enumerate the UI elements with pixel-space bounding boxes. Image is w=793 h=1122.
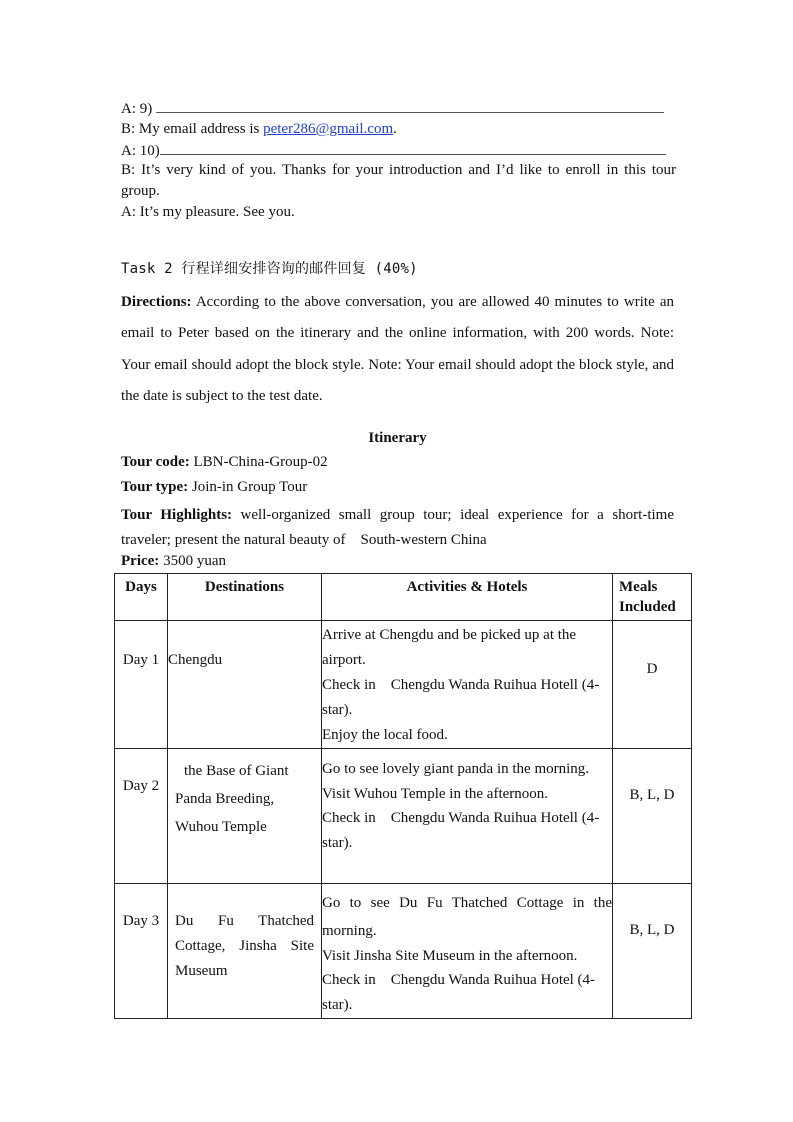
- dialog-line-a-pleasure: A: It’s my pleasure. See you.: [121, 204, 295, 220]
- task2-heading: Task 2 行程详细安排咨询的邮件回复 (40%): [121, 261, 418, 277]
- answer-blank-9: [156, 98, 664, 113]
- activity-line: Enjoy the local food.: [322, 727, 448, 743]
- price-value: 3500 yuan: [159, 553, 226, 569]
- day-cell: Day 3: [115, 884, 168, 1019]
- activity-line: Check in Chengdu Wanda Ruihua Hotell (4-star).: [322, 677, 600, 718]
- activity-line: Visit Jinsha Site Museum in the afternoon.: [322, 948, 578, 964]
- header-activities: Activities & Hotels: [322, 574, 613, 621]
- meals-cell: D: [613, 621, 692, 749]
- destination-cell: the Base of Giant Panda Breeding, Wuhou Temple: [168, 749, 322, 884]
- activities-cell: [322, 621, 613, 749]
- tour-highlights: [121, 503, 678, 553]
- activity-line: Go to see lovely giant panda in the morning.: [322, 761, 590, 777]
- meals-cell: B, L, D: [613, 749, 692, 884]
- activities-cell: [322, 749, 613, 884]
- table-row: [115, 621, 692, 749]
- tour-code-value: LBN-China-Group-02: [189, 454, 328, 470]
- meals-cell: B, L, D: [613, 884, 692, 1019]
- tour-type-label: Tour type:: [121, 479, 189, 495]
- tour-type-line: [121, 479, 307, 496]
- header-meals-line1: Meals: [619, 579, 658, 595]
- activity-line: Check in Chengdu Wanda Ruihua Hotell (4-star).: [322, 810, 600, 851]
- directions-text: According to the above conversation, you are allowed 40 minutes to write an email to Peter based on the itinerary and the online information, with 200 words. Note: Your email should adopt the block style. Note: Your email should adopt the block style, and the date is subject to the test date.: [121, 294, 674, 404]
- header-destinations: Destinations: [168, 574, 322, 621]
- itinerary-title: Itinerary: [368, 430, 427, 446]
- a10-label: A: 10): [121, 143, 160, 159]
- tour-highlights-label: Tour Highlights:: [121, 507, 233, 523]
- dialog-line-a10: [121, 140, 676, 162]
- destination-cell: Chengdu: [168, 621, 322, 749]
- day-cell: Day 2: [115, 749, 168, 884]
- directions-label: Directions:: [121, 294, 192, 310]
- dialog-line-b-email: [121, 119, 676, 140]
- tour-highlights-value: well-organized small group tour; ideal experience for a short-time traveler; present the natural beauty of South-western China: [121, 507, 678, 548]
- activity-line: Visit Wuhou Temple in the afternoon.: [322, 786, 549, 802]
- tour-type-value: Join-in Group Tour: [188, 479, 308, 495]
- activity-line: Arrive at Chengdu and be picked up at the airport.: [322, 627, 577, 668]
- activity-line: Go to see Du Fu Thatched Cottage in the morning.: [322, 895, 612, 939]
- directions-paragraph: [121, 287, 674, 412]
- activity-line: Check in Chengdu Wanda Ruihua Hotel (4-star).: [322, 972, 596, 1013]
- header-days: Days: [115, 574, 168, 621]
- dialog-line-b-thanks: B: It’s very kind of you. Thanks for your introduction and I’d like to enroll in this tour group.: [121, 162, 676, 199]
- b-email-suffix: .: [393, 121, 397, 137]
- a9-label: A: 9): [121, 101, 153, 117]
- price-label: Price:: [121, 553, 160, 569]
- table-header-row: [115, 574, 692, 621]
- table-row: [115, 749, 692, 884]
- destination-cell: Du Fu Thatched Cottage, Jinsha Site Museum: [168, 884, 322, 1019]
- itinerary-table: [114, 573, 692, 1019]
- tour-code-label: Tour code:: [121, 454, 190, 470]
- tour-code-line: [121, 454, 328, 471]
- answer-blank-10: [160, 140, 666, 155]
- table-row: [115, 884, 692, 1019]
- header-meals: [613, 574, 692, 621]
- day-cell: Day 1: [115, 621, 168, 749]
- header-meals-line2: Included: [619, 599, 676, 615]
- b-email-prefix: B: My email address is: [121, 121, 264, 137]
- activities-cell: [322, 884, 613, 1019]
- email-link[interactable]: peter286@gmail.com: [263, 121, 394, 137]
- price-line: [121, 553, 226, 570]
- dialog-line-a9: [121, 98, 676, 120]
